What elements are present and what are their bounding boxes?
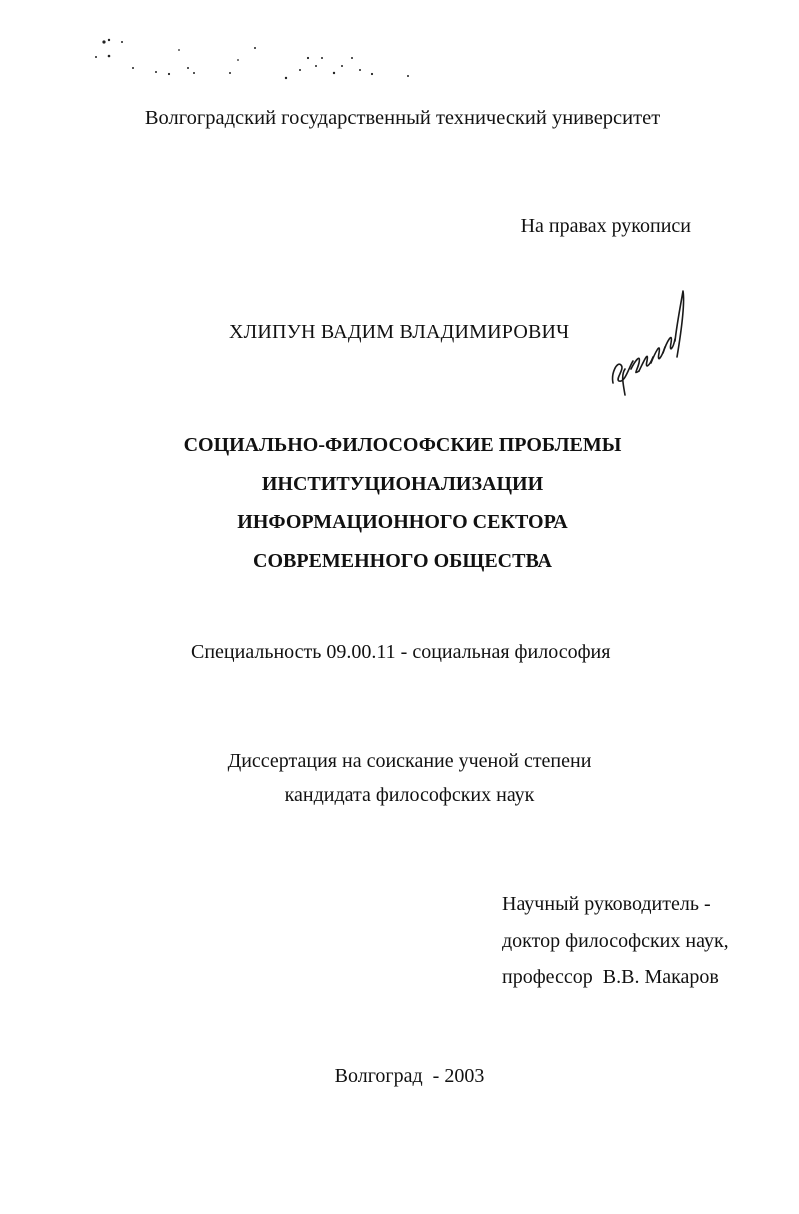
scientific-advisor bbox=[502, 886, 729, 996]
specialty-line: Специальность 09.00.11 - социальная философия bbox=[191, 641, 611, 663]
author-name: ХЛИПУН ВАДИМ ВЛАДИМИРОВИЧ bbox=[229, 321, 570, 343]
title-line: ИНФОРМАЦИОННОГО СЕКТОРА bbox=[237, 511, 568, 533]
handwritten-signature bbox=[603, 283, 693, 398]
degree-statement bbox=[10, 744, 799, 812]
city-and-year: Волгоград - 2003 bbox=[334, 1065, 485, 1087]
advisor-line: профессор В.В. Макаров bbox=[502, 966, 719, 988]
advisor-line: Научный руководитель - bbox=[502, 893, 711, 915]
degree-line: кандидата философских наук bbox=[284, 784, 535, 806]
university-name: Волгоградский государственный технический университет bbox=[144, 107, 661, 129]
title-line: СОЦИАЛЬНО-ФИЛОСОФСКИЕ ПРОБЛЕМЫ bbox=[183, 434, 622, 456]
degree-line: Диссертация на соискание ученой степени bbox=[227, 750, 592, 772]
scan-noise-specks bbox=[90, 36, 430, 86]
dissertation-title bbox=[3, 426, 799, 580]
title-line: СОВРЕМЕННОГО ОБЩЕСТВА bbox=[253, 549, 552, 572]
title-line: ИНСТИТУЦИОНАЛИЗАЦИИ bbox=[261, 472, 544, 495]
advisor-line: доктор философских наук, bbox=[502, 929, 729, 952]
manuscript-note: На правах рукописи bbox=[520, 215, 691, 237]
